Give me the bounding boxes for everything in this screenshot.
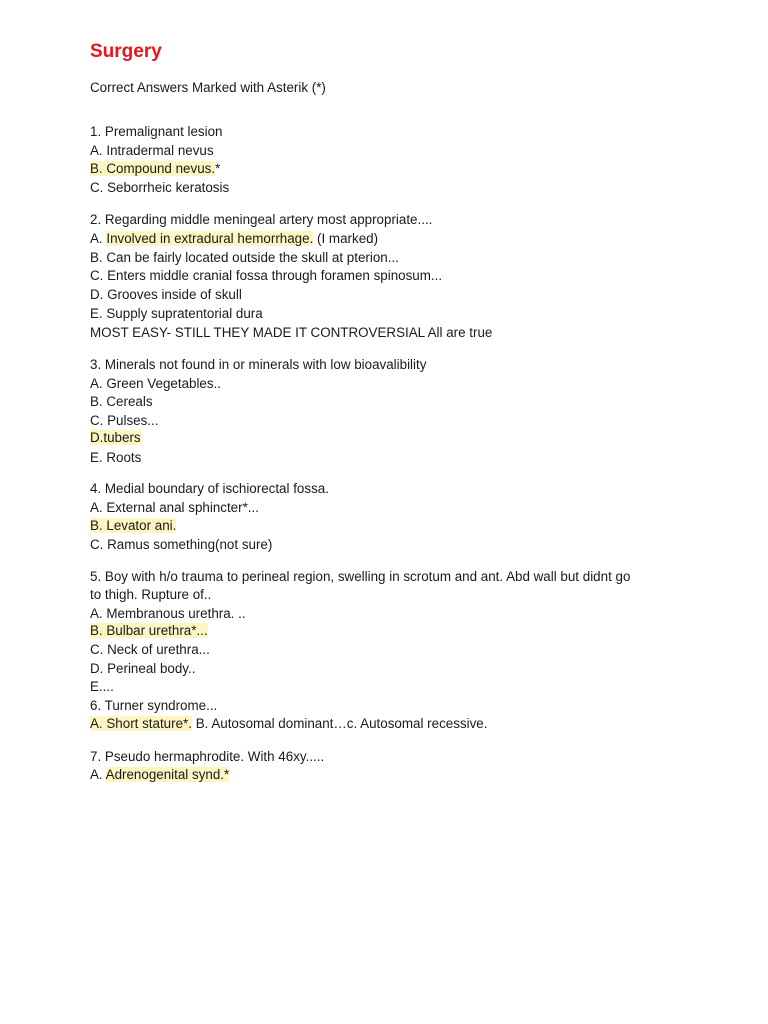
option-line: A. Green Vegetables.. xyxy=(90,376,222,391)
question-5: 5. Boy with h/o trauma to perineal region, swelling in scrotum and ant. Abd wall but didnt go xyxy=(90,569,631,584)
option-line: C. Neck of urethra... xyxy=(90,642,210,657)
highlighted-answer: Adrenogenital synd.* xyxy=(105,767,230,782)
option-line: C. Enters middle cranial fossa through foramen spinosum... xyxy=(90,268,443,283)
option-line: C. Seborrheic keratosis xyxy=(90,180,230,195)
option-line xyxy=(90,230,378,248)
answer-suffix: (I marked) xyxy=(313,231,379,246)
question-3: 3. Minerals not found in or minerals with low bioavalibility xyxy=(90,357,427,372)
option-line xyxy=(90,622,208,640)
option-line: A. Membranous urethra. .. xyxy=(90,606,246,621)
option-prefix: A. xyxy=(90,231,107,246)
answer-suffix: B. Autosomal dominant…c. Autosomal recessive. xyxy=(191,716,488,731)
option-line: D. Perineal body.. xyxy=(90,661,196,676)
option-line: B. Cereals xyxy=(90,394,153,409)
question-2: 2. Regarding middle meningeal artery most appropriate.... xyxy=(90,212,433,227)
option-line xyxy=(90,715,487,733)
subtitle: Correct Answers Marked with Asterik (*) xyxy=(90,80,326,95)
highlighted-answer: A. Short stature*. xyxy=(90,716,192,731)
question-1: 1. Premalignant lesion xyxy=(90,124,223,139)
answer-suffix: * xyxy=(215,161,221,176)
option-line xyxy=(90,517,176,535)
highlighted-answer: B. Compound nevus. xyxy=(90,161,216,176)
highlighted-answer: B. Bulbar urethra*... xyxy=(90,623,208,638)
question-4: 4. Medial boundary of ischiorectal fossa. xyxy=(90,481,329,496)
option-line xyxy=(90,160,220,178)
highlighted-answer: B. Levator ani. xyxy=(90,518,177,533)
question-5-continued: to thigh. Rupture of.. xyxy=(90,587,212,602)
option-line: D. Grooves inside of skull xyxy=(90,287,242,302)
option-line: E.... xyxy=(90,679,114,694)
option-line: E. Supply supratentorial dura xyxy=(90,306,263,321)
option-line: C. Ramus something(not sure) xyxy=(90,537,273,552)
highlighted-answer: D.tubers xyxy=(90,430,141,445)
question-6: 6. Turner syndrome... xyxy=(90,698,218,713)
option-line: A. External anal sphincter*... xyxy=(90,500,259,515)
question-7: 7. Pseudo hermaphrodite. With 46xy..... xyxy=(90,749,325,764)
option-line: A. Intradermal nevus xyxy=(90,143,214,158)
option-line: B. Can be fairly located outside the skull at pterion... xyxy=(90,250,399,265)
option-line: E. Roots xyxy=(90,450,142,465)
page-title: Surgery xyxy=(90,41,162,62)
option-line xyxy=(90,766,229,784)
note-line: MOST EASY- STILL THEY MADE IT CONTROVERSIAL All are true xyxy=(90,325,493,340)
option-line xyxy=(90,429,141,447)
option-prefix: A. xyxy=(90,767,106,782)
highlighted-answer: Involved in extradural hemorrhage. xyxy=(106,231,314,246)
option-line: C. Pulses... xyxy=(90,413,159,428)
